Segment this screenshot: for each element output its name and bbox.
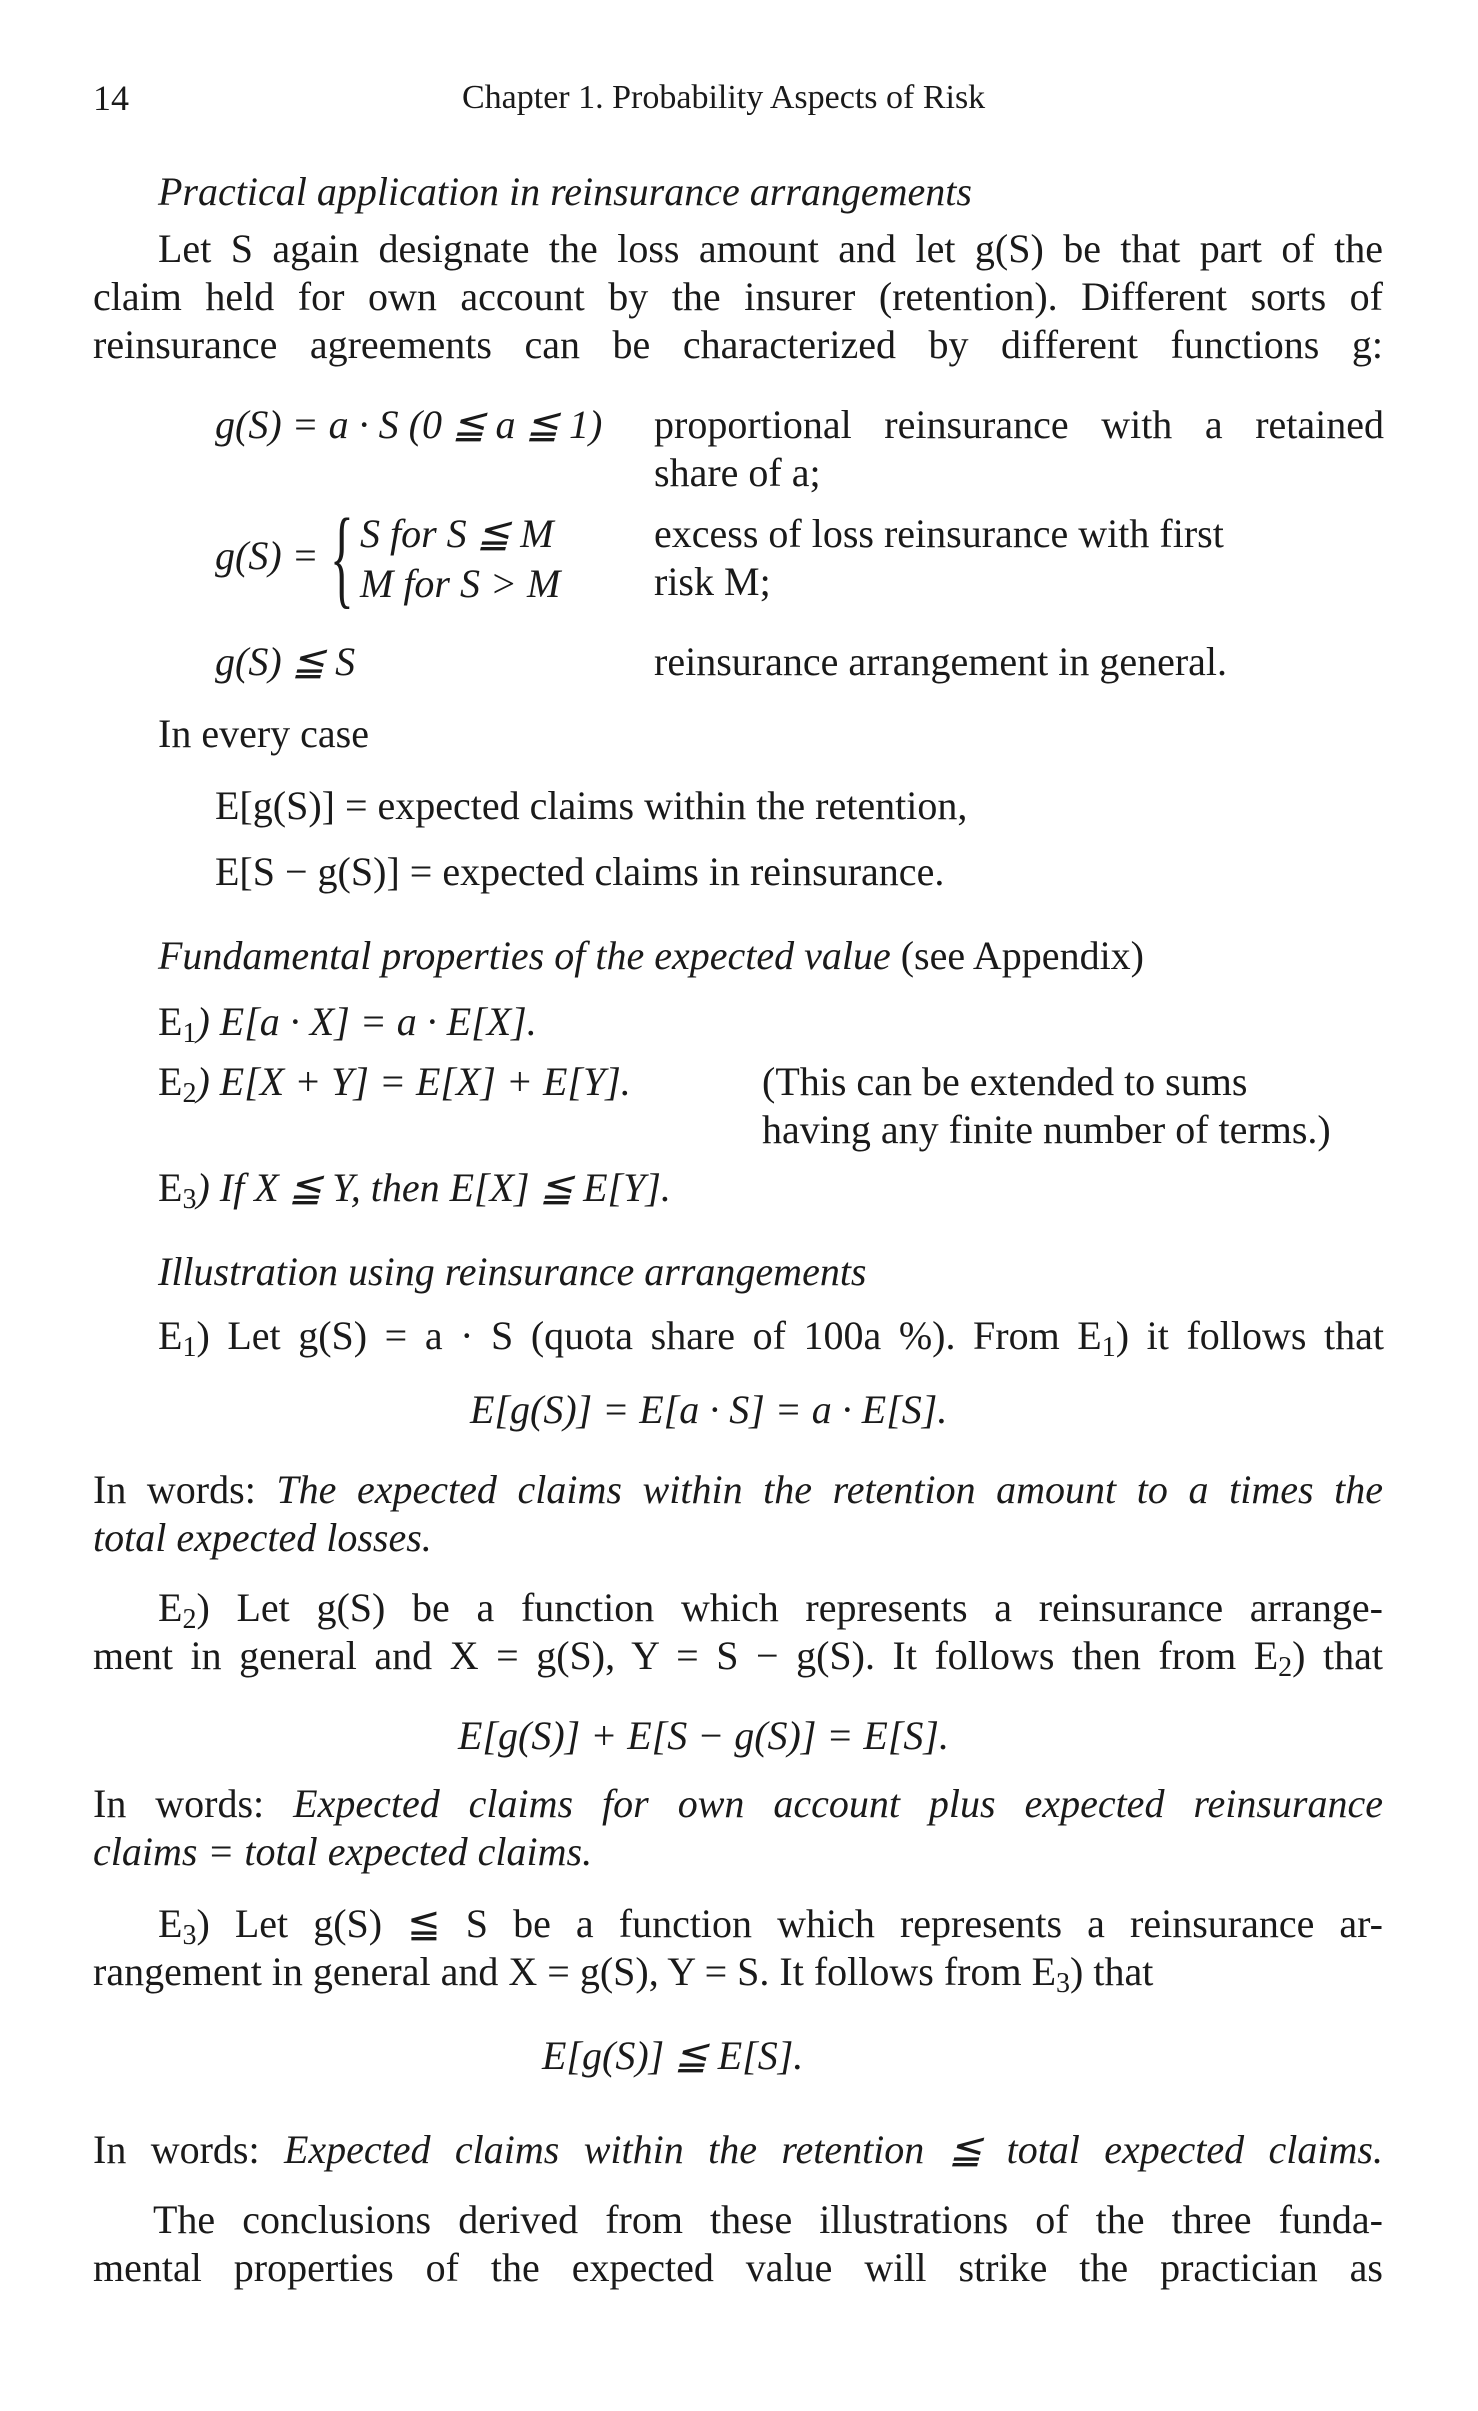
e2-note-line-1: (This can be extended to sums [762, 1059, 1248, 1104]
words-2-line-2: claims = total expected claims. [93, 1829, 593, 1874]
ill-e2-close: ) [196, 1585, 210, 1630]
property-e2-note [762, 1058, 1331, 1154]
e3-label: E [158, 1165, 183, 1210]
words-3-label: In words: [93, 2127, 284, 2172]
ill-e1-text: ) Let g(S) = a · S (quota share of 100a %). From E [196, 1313, 1102, 1358]
intro-line-3: reinsurance agreements can be characterized by different functions g: [93, 322, 1383, 367]
e2-note-line-2: having any finite number of terms.) [762, 1107, 1331, 1152]
running-title: Chapter 1. Probability Aspects of Risk [462, 79, 986, 116]
property-e3 [158, 1164, 671, 1215]
ill-e2-line-1: Let g(S) be a function which represents a reinsurance arrange- [236, 1585, 1383, 1630]
e1-label: E [158, 999, 183, 1044]
desc-general: reinsurance arrangement in general. [654, 639, 1228, 684]
every-case-text: In every case [158, 711, 369, 756]
words-3-text: Expected claims within the retention ≦ total expected claims. [283, 2127, 1383, 2172]
property-e1 [158, 998, 537, 1049]
intro-line-1: Let S again designate the loss amount and let g(S) be that part of the [158, 226, 1383, 271]
formula-excess-prefix: g(S) = [215, 533, 319, 578]
e2-label: E [158, 1059, 183, 1104]
ill-e3-sub2: 3 [1056, 1968, 1071, 1999]
desc-excess-line-2: risk M; [654, 559, 771, 604]
formula-case-2: M for S > M [360, 561, 561, 606]
desc-proportional [654, 401, 1384, 497]
conclusion-line-2: mental properties of the expected value will strike the practician as [93, 2245, 1383, 2290]
ill-e2-sub: 2 [182, 1604, 197, 1635]
words-1-label: In words: [93, 1467, 277, 1512]
section-heading-practical-application: Practical application in reinsurance arrangements [158, 169, 972, 214]
ill-e1-label: E [158, 1313, 183, 1358]
e2-sub: 2 [182, 1078, 197, 1109]
e3-text: ) If X ≦ Y, then E[X] ≦ E[Y]. [196, 1165, 671, 1210]
ill-e3-close: ) [196, 1901, 210, 1946]
words-3 [93, 2126, 1383, 2174]
illustration-e3-paragraph [93, 1900, 1384, 1999]
ill-e3-line-2: rangement in general and X = g(S), Y = S. It follows from E [93, 1949, 1057, 1994]
words-2 [93, 1780, 1383, 1876]
ill-e3-tail: ) that [1070, 1949, 1154, 1994]
conclusion-paragraph [93, 2196, 1383, 2292]
equation-e3: E[g(S)] ≦ E[S]. [542, 2033, 804, 2078]
words-1 [93, 1466, 1383, 1562]
conclusion-line-1: The conclusions derived from these illustrations of the three funda- [153, 2197, 1383, 2242]
property-e2 [158, 1058, 631, 1109]
equation-e2: E[g(S)] + E[S − g(S)] = E[S]. [458, 1713, 949, 1758]
ill-e1-sub2: 1 [1101, 1332, 1116, 1363]
ill-e2-tail: ) that [1292, 1633, 1383, 1678]
formula-proportional: g(S) = a · S (0 ≦ a ≦ 1) [215, 402, 603, 447]
formula-general: g(S) ≦ S [215, 639, 356, 684]
words-2-line-1: Expected claims for own account plus expected reinsurance [293, 1781, 1383, 1826]
e2-text: ) E[X + Y] = E[X] + E[Y]. [196, 1059, 631, 1104]
words-1-line-2: total expected losses. [93, 1515, 432, 1560]
e3-sub: 3 [182, 1184, 197, 1215]
expected-reinsurance-line: E[S − g(S)] = expected claims in reinsurance. [215, 849, 945, 894]
e1-text: ) E[a · X] = a · E[X]. [196, 999, 537, 1044]
desc-proportional-line-1: proportional reinsurance with a retained [654, 402, 1384, 447]
section-heading-fundamental-properties [158, 932, 1144, 980]
desc-proportional-line-2: share of a; [654, 450, 821, 495]
desc-excess [654, 510, 1224, 606]
e1-sub: 1 [182, 1018, 197, 1049]
brace-glyph: { [330, 496, 354, 618]
ill-e3-line-1: Let g(S) ≦ S be a function which represents a reinsurance ar- [234, 1901, 1384, 1946]
section-heading-illustration: Illustration using reinsurance arrangements [158, 1249, 867, 1294]
desc-excess-line-1: excess of loss reinsurance with first [654, 511, 1224, 556]
words-2-label: In words: [93, 1781, 294, 1826]
intro-paragraph [93, 225, 1383, 369]
intro-line-2: claim held for own account by the insurer (retention). Different sorts of [93, 274, 1383, 319]
formula-case-1: S for S ≦ M [360, 511, 554, 556]
illustration-e1-line [158, 1312, 1385, 1363]
ill-e2-label: E [158, 1585, 183, 1630]
ill-e2-line-2: ment in general and X = g(S), Y = S − g(S). It follows then from E [93, 1633, 1279, 1678]
page-number: 14 [93, 78, 129, 118]
expected-retention-line: E[g(S)] = expected claims within the retention, [215, 783, 968, 828]
ill-e3-sub: 3 [182, 1920, 197, 1951]
illustration-e2-paragraph [93, 1584, 1383, 1683]
equation-e1: E[g(S)] = E[a · S] = a · E[S]. [470, 1387, 948, 1432]
words-1-line-1: The expected claims within the retention amount to a times the [276, 1467, 1383, 1512]
fundamental-heading-italic: Fundamental properties of the expected value [158, 933, 891, 978]
ill-e1-sub: 1 [182, 1332, 197, 1363]
ill-e2-sub2: 2 [1278, 1652, 1293, 1683]
ill-e3-label: E [158, 1901, 183, 1946]
ill-e1-tail: ) it follows that [1115, 1313, 1385, 1358]
fundamental-heading-rest: (see Appendix) [890, 933, 1144, 978]
